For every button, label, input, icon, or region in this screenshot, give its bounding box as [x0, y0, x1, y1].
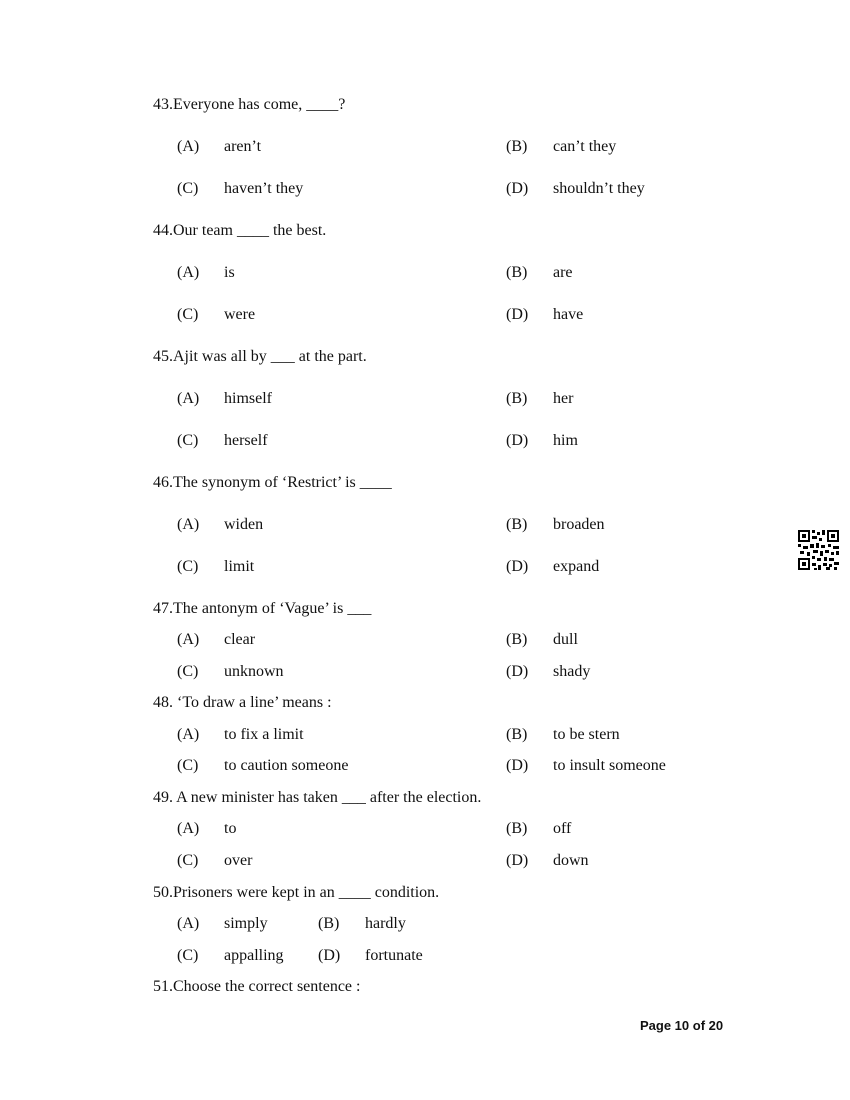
option-label: (B) [506, 516, 528, 533]
option-text: shady [553, 663, 591, 680]
question-50: 50.Prisoners were kept in an ____ condition. [153, 884, 440, 901]
option-text: over [224, 852, 253, 869]
question-44: 44.Our team ____ the best. [153, 222, 327, 239]
option-label: (C) [177, 663, 199, 680]
option-label: (D) [506, 180, 529, 197]
question-49: 49. A new minister has taken ___ after the election. [153, 789, 482, 806]
question-48: 48. ‘To draw a line’ means : [153, 694, 332, 711]
option-label: (B) [318, 915, 340, 932]
option-text: hardly [365, 915, 406, 932]
qr-code-icon [798, 530, 839, 570]
option-label: (B) [506, 390, 528, 407]
option-text: limit [224, 558, 255, 575]
option-label: (C) [177, 947, 199, 964]
option-text: unknown [224, 663, 284, 680]
option-label: (B) [506, 264, 528, 281]
option-label: (C) [177, 432, 199, 449]
option-text: to be stern [553, 726, 620, 743]
option-label: (B) [506, 631, 528, 648]
option-text: him [553, 432, 578, 449]
page-number: Page 10 of 20 [640, 1018, 724, 1033]
option-text: clear [224, 631, 256, 648]
option-text: to insult someone [553, 757, 666, 774]
option-text: to caution someone [224, 757, 349, 774]
option-label: (B) [506, 820, 528, 837]
option-label: (A) [177, 820, 200, 837]
option-label: (D) [506, 432, 529, 449]
option-text: broaden [553, 516, 605, 533]
option-text: to [224, 820, 237, 837]
question-47: 47.The antonym of ‘Vague’ is ___ [153, 600, 372, 617]
option-text: fortunate [365, 947, 423, 964]
option-text: expand [553, 558, 600, 575]
option-label: (A) [177, 915, 200, 932]
option-text: down [553, 852, 589, 869]
option-text: have [553, 306, 584, 323]
question-45: 45.Ajit was all by ___ at the part. [153, 348, 367, 365]
option-label: (C) [177, 180, 199, 197]
option-text: were [224, 306, 256, 323]
option-label: (A) [177, 138, 200, 155]
option-text: shouldn’t they [553, 180, 645, 197]
question-46: 46.The synonym of ‘Restrict’ is ____ [153, 474, 392, 491]
option-label: (D) [506, 757, 529, 774]
option-label: (D) [506, 306, 529, 323]
option-text: are [553, 264, 573, 281]
option-text: dull [553, 631, 578, 648]
question-43: 43.Everyone has come, ____? [153, 96, 346, 113]
option-label: (C) [177, 558, 199, 575]
question-51: 51.Choose the correct sentence : [153, 978, 361, 995]
option-label: (A) [177, 631, 200, 648]
option-label: (B) [506, 138, 528, 155]
option-label: (D) [318, 947, 341, 964]
option-label: (C) [177, 852, 199, 869]
option-text: can’t they [553, 138, 617, 155]
option-text: her [553, 390, 574, 407]
option-label: (B) [506, 726, 528, 743]
option-text: to fix a limit [224, 726, 304, 743]
option-text: aren’t [224, 138, 262, 155]
option-text: off [553, 820, 572, 837]
option-text: himself [224, 390, 272, 407]
option-text: haven’t they [224, 180, 304, 197]
option-label: (A) [177, 726, 200, 743]
option-label: (A) [177, 390, 200, 407]
option-text: is [224, 264, 235, 281]
option-text: appalling [224, 947, 284, 964]
option-label: (D) [506, 663, 529, 680]
option-label: (C) [177, 757, 199, 774]
option-label: (A) [177, 264, 200, 281]
option-label: (A) [177, 516, 200, 533]
option-text: simply [224, 915, 268, 932]
option-text: widen [224, 516, 264, 533]
option-label: (C) [177, 306, 199, 323]
option-text: herself [224, 432, 268, 449]
option-label: (D) [506, 852, 529, 869]
option-label: (D) [506, 558, 529, 575]
